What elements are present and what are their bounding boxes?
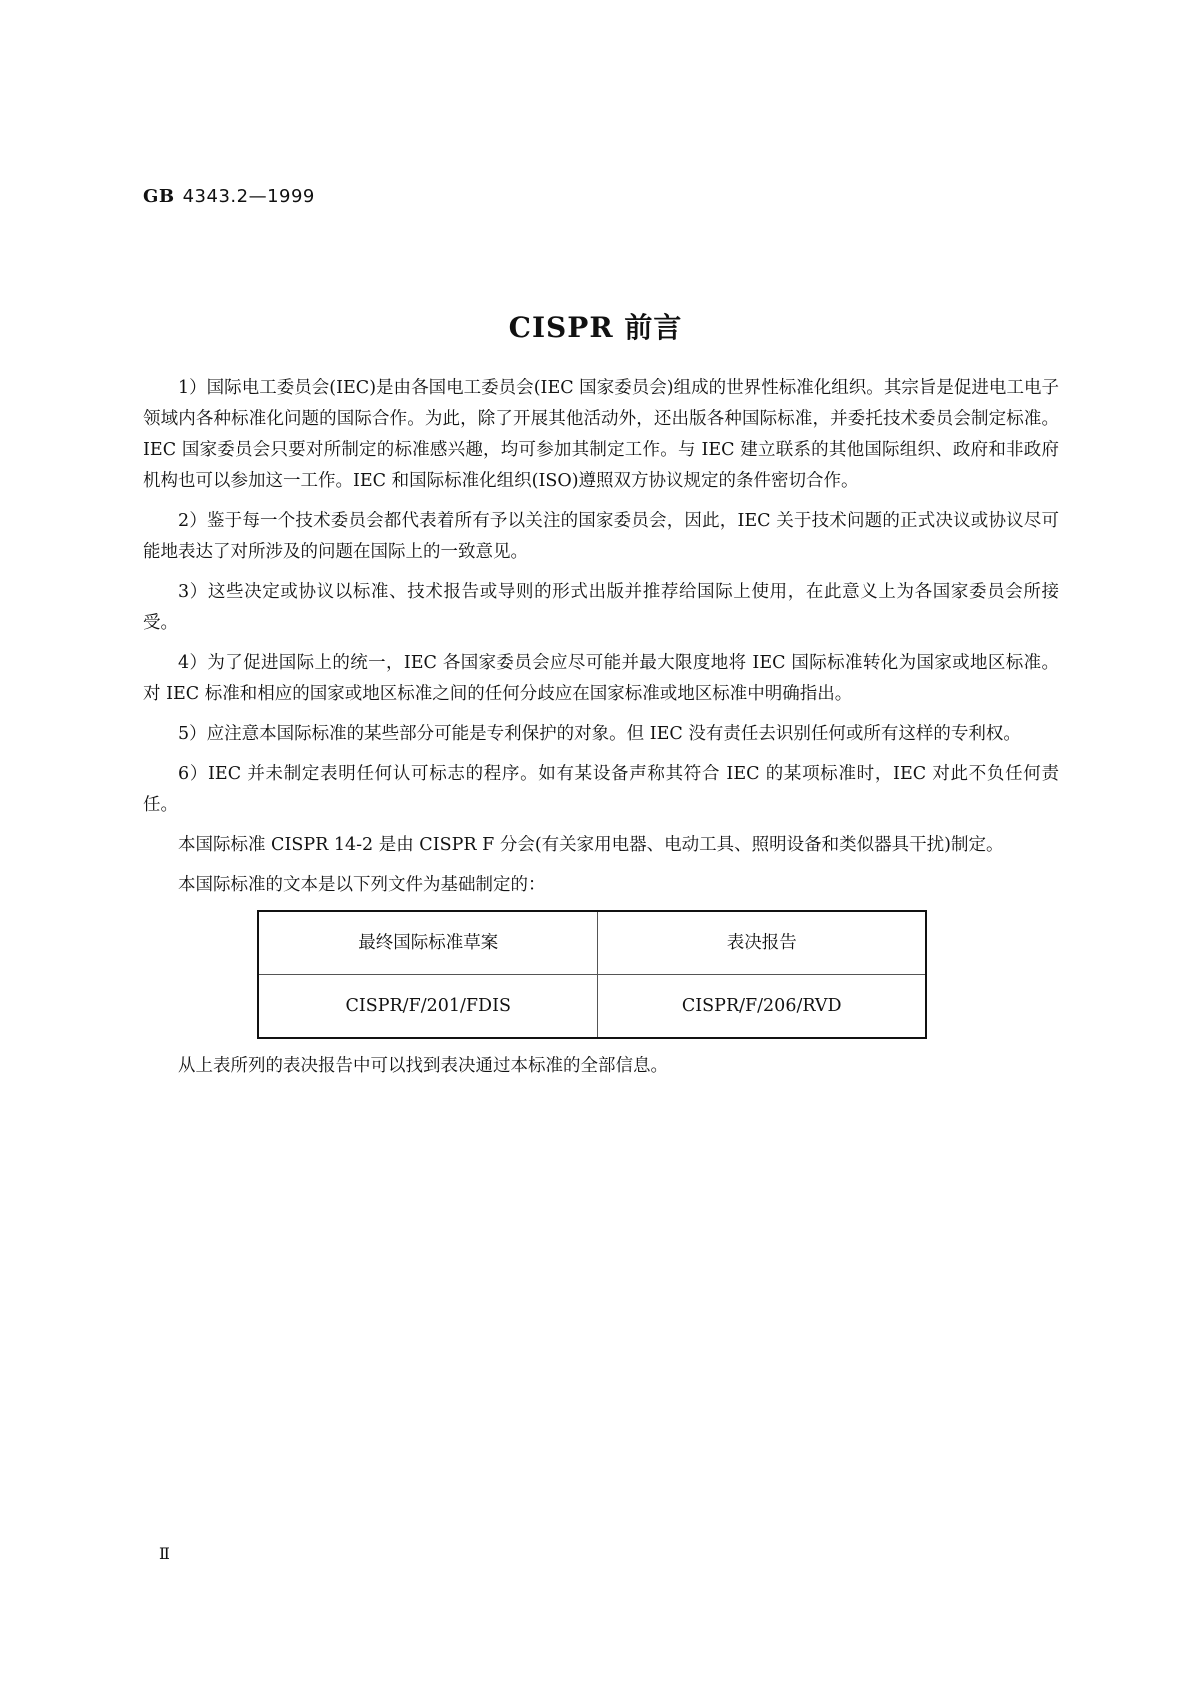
documents-table <box>257 910 927 1039</box>
standard-number-header <box>143 186 315 207</box>
paragraph-4: 4）为了促进国际上的统一，IEC 各国家委员会应尽可能并最大限度地将 IEC 国际标准转化为国家或地区标准。对 IEC 标准和相应的国家或地区标准之间的任何分歧应在国家标准或地区标准中明确指出。 <box>143 653 1059 704</box>
standard-number: 4343.2—1999 <box>182 186 315 207</box>
paragraph-1: 1）国际电工委员会(IEC)是由各国电工委员会(IEC 国家委员会)组成的世界性标准化组织。其宗旨是促进电工电子领域内各种标准化问题的国际合作。为此，除了开展其他活动外，还出版各种国际标准，并委托技术委员会制定标准。IEC 国家委员会只要对所制定的标准感兴趣，均可参加其制定工作。与 IEC 建立联系的其他国际组织、政府和非政府机构也可以参加这一工作。IEC 和国际标准化组织(ISO)遵照双方协议规定的条件密切合作。 <box>143 378 1059 491</box>
paragraph-cispr-subcommittee: 本国际标准 CISPR 14-2 是由 CISPR F 分会(有关家用电器、电动工具、照明设备和类似器具干扰)制定。 <box>178 835 1004 855</box>
paragraph-2: 2）鉴于每一个技术委员会都代表着所有予以关注的国家委员会，因此，IEC 关于技术问题的正式决议或协议尽可能地表达了对所涉及的问题在国际上的一致意见。 <box>143 511 1059 562</box>
foreword-body <box>143 373 1059 1091</box>
standard-prefix: GB <box>143 186 175 207</box>
table-row <box>258 975 926 1039</box>
table-header-fdis: 最终国际标准草案 <box>258 911 598 975</box>
page-title: CISPR 前言 <box>508 311 683 344</box>
table-header-row <box>258 911 926 975</box>
paragraph-3: 3）这些决定或协议以标准、技术报告或导则的形式出版并推荐给国际上使用，在此意义上为各国家委员会所接受。 <box>143 582 1059 633</box>
paragraph-5: 5）应注意本国际标准的某些部分可能是专利保护的对象。但 IEC 没有责任去识别任何或所有这样的专利权。 <box>178 724 1021 744</box>
page-number: Ⅱ <box>159 1544 170 1563</box>
table-cell-rvd: CISPR/F/206/RVD <box>598 975 926 1039</box>
table-header-rvd: 表决报告 <box>598 911 926 975</box>
paragraph-based-on-documents: 本国际标准的文本是以下列文件为基础制定的： <box>178 875 546 895</box>
paragraph-6: 6）IEC 并未制定表明任何认可标志的程序。如有某设备声称其符合 IEC 的某项标准时，IEC 对此不负任何责任。 <box>143 764 1059 815</box>
table-cell-fdis: CISPR/F/201/FDIS <box>258 975 598 1039</box>
paragraph-closing: 从上表所列的表决报告中可以找到表决通过本标准的全部信息。 <box>178 1056 668 1076</box>
